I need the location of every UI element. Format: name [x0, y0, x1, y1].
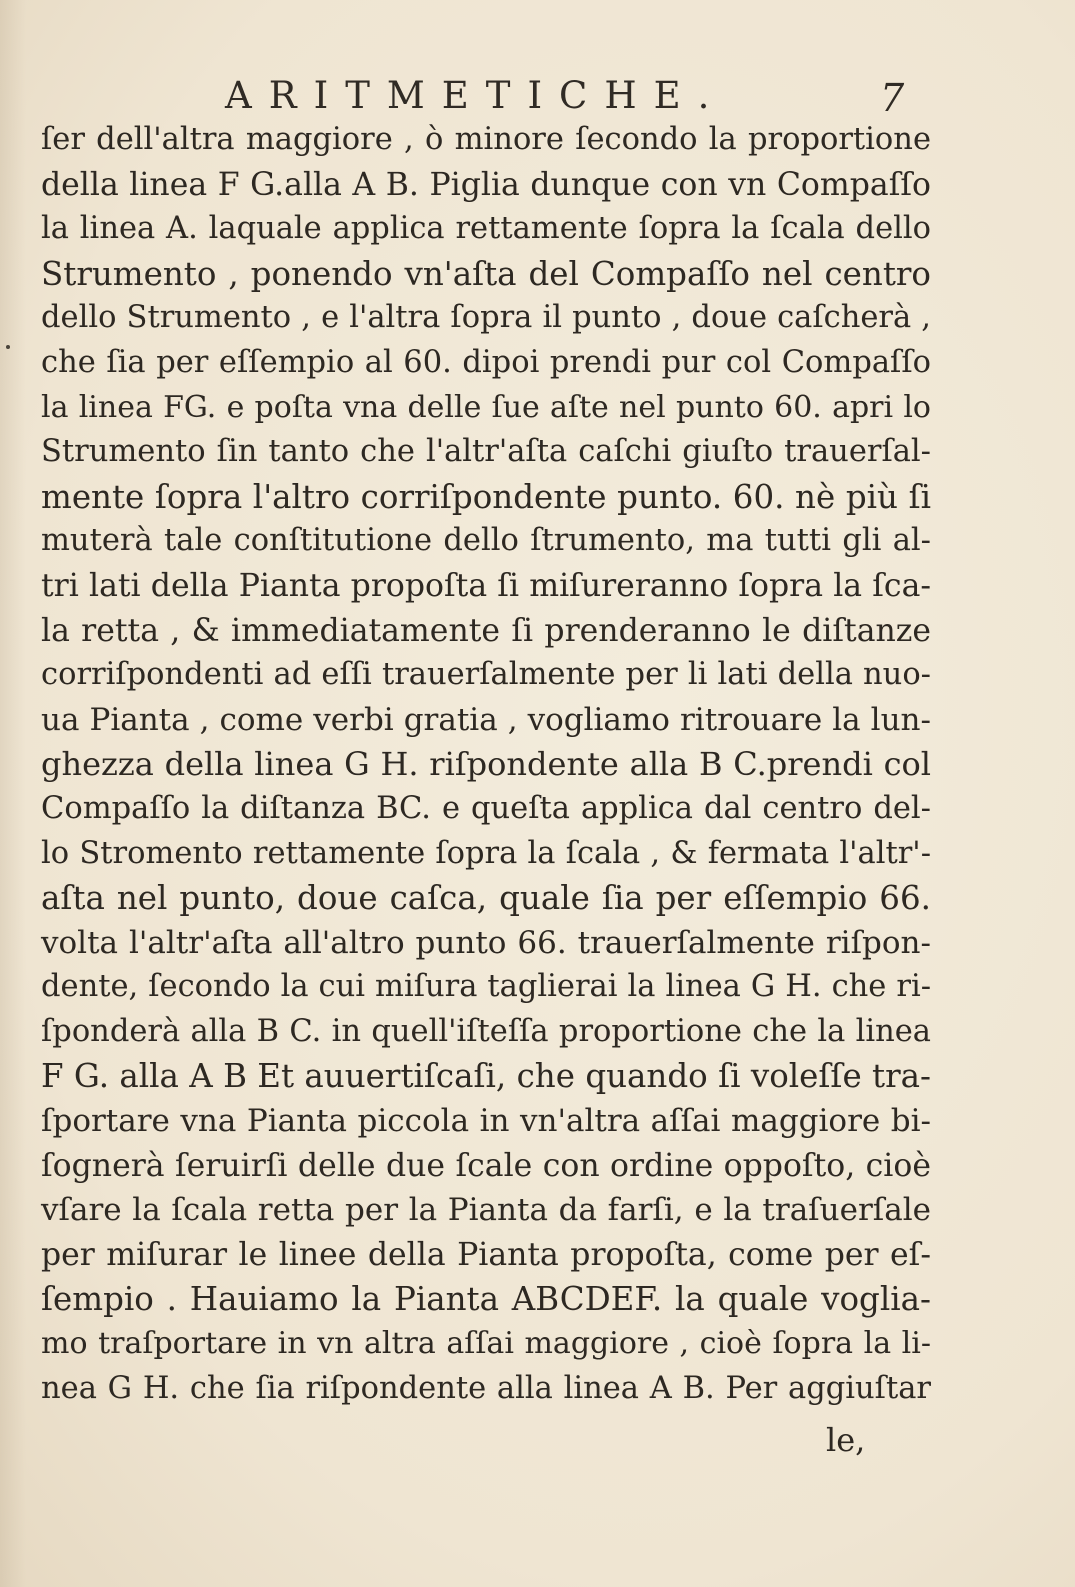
text-line: per miſurar le linee della Pianta propoſta, come per eſ-	[41, 1236, 931, 1273]
text-line: ua Pianta , come verbi gratia , vogliamo ritrouare la lun-	[41, 701, 931, 738]
text-line: lo Stromento rettamente ſopra la ſcala , & fermata l'altr'-	[41, 835, 931, 871]
text-line: dente, ſecondo la cui miſura taglierai la linea G H. che ri-	[41, 969, 931, 1005]
text-line: la retta , & immediatamente ſi prenderanno le diſtanze	[41, 612, 931, 649]
text-line: dello Strumento , e l'altra ſopra il punto , doue caſcherà ,	[41, 300, 931, 336]
body-text	[41, 118, 931, 1411]
page-number: 7	[880, 76, 905, 120]
text-line: ſer dell'altra maggiore , ò minore ſecondo la proportione	[41, 122, 931, 157]
text-line: che ſia per eſſempio al 60. dipoi prendi pur col Compaſſo	[41, 344, 931, 380]
running-head-title: ARITMETICHE.	[225, 74, 727, 117]
text-line: vſare la ſcala retta per la Pianta da farſi, e la traſuerſale	[41, 1192, 931, 1229]
text-line: ſponderà alla B C. in quell'iſteſſa proportione che la linea	[41, 1013, 931, 1049]
margin-speck	[6, 345, 10, 349]
text-line: F G. alla A B Et auuertiſcaſi, che quando ſi voleſſe tra-	[41, 1057, 931, 1096]
text-line: muterà tale conſtitutione dello ſtrumento, ma tutti gli al-	[41, 523, 931, 559]
text-line: ſempio . Hauiamo la Pianta ABCDEF. la quale voglia-	[41, 1280, 931, 1319]
text-line: Strumento ſin tanto che l'altr'aſta caſchi giuſto trauerſal-	[41, 434, 931, 470]
text-line: mente ſopra l'altro corriſpondente punto. 60. nè più ſi	[41, 477, 931, 516]
text-line: aſta nel punto, doue caſca, quale ſia per eſſempio 66.	[41, 879, 931, 918]
text-line: la linea FG. e poſta vna delle ſue aſte nel punto 60. apri lo	[41, 389, 931, 425]
text-line: ſportare vna Pianta piccola in vn'altra aſſai maggiore bi-	[41, 1103, 931, 1140]
text-line: tri lati della Pianta propoſta ſi miſureranno ſopra la ſca-	[41, 567, 931, 604]
text-line: mo traſportare in vn altra aſſai maggiore , cioè ſopra la li-	[41, 1326, 931, 1362]
text-line: corriſpondenti ad eſſi trauerſalmente per li lati della nuo-	[41, 657, 931, 693]
text-line: ſognerà ſeruirſi delle due ſcale con ordine oppoſto, cioè	[41, 1147, 931, 1184]
text-line: nea G H. che ſia riſpondente alla linea A B. Per aggiuſtar	[41, 1370, 931, 1406]
text-line: ghezza della linea G H. riſpondente alla B C.prendi col	[41, 745, 931, 784]
text-line: la linea A. laquale applica rettamente ſopra la ſcala dello	[41, 211, 931, 247]
text-line: Compaſſo la diſtanza BC. e queſta applica dal centro del-	[41, 790, 931, 826]
text-line: della linea F G.alla A B. Piglia dunque con vn Compaſſo	[41, 166, 931, 203]
text-line: volta l'altr'aſta all'altro punto 66. trauerſalmente riſpon-	[41, 924, 931, 961]
catchword: le,	[826, 1421, 866, 1459]
text-line: Strumento , ponendo vn'aſta del Compaſſo nel centro	[41, 254, 931, 293]
